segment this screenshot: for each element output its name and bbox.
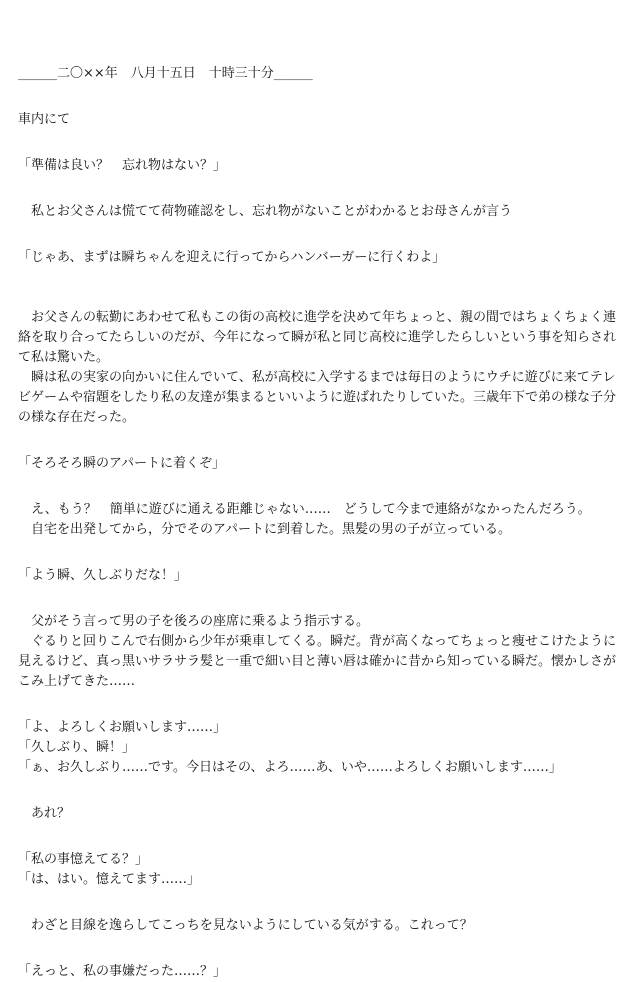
date-header: ______二〇××年 八月十五日 十時三十分______ — [18, 66, 313, 81]
paragraph: ぐるりと回りこんで右側から少年が乗車してくる。瞬だ。背が高くなってちょっと痩せこけたように見えるけど、真っ黒いサラサラ髪と一重で細い目と薄い唇は確かに昔から知っている瞬だ。懐かしさがこみ上げてきた…… — [18, 634, 617, 689]
dialogue-line: 「じゃあ、まずは瞬ちゃんを迎えに行ってからハンバーガーに行くわよ」 — [18, 250, 446, 265]
paragraph: お父さんの転勤にあわせて私もこの街の高校に進学を決めて年ちょっと、親の間ではちょくちょく連絡を取り合ってたらしいのだが、今年になって瞬が私と同じ高校に進学したらしいという事を知らされて私は驚いた。 — [18, 310, 617, 365]
narration-line: わざと目線を逸らしてこっちを見ないようにしている気がする。これって？ — [18, 918, 473, 933]
paragraph: え、もう？ 簡単に遊びに通える距離じゃない…… どうして今まで連絡がなかったんだろう。 — [18, 502, 591, 517]
paragraph: 瞬は私の実家の向かいに住んでいて、私が高校に入学するまでは毎日のようにウチに遊びに来てテレビゲームや宿題をしたり私の友達が集まるといいように遊ばれたりしていた。三歳年下で弟の様な子分の様な存在だった。 — [18, 370, 617, 425]
dialogue-line: 「久しぶり、瞬！」 — [18, 740, 136, 755]
dialogue-line: 「えっと、私の事嫌だった……？」 — [18, 964, 227, 979]
narration-line: 私とお父さんは慌てて荷物確認をし、忘れ物がないことがわかるとお母さんが言う — [18, 204, 513, 219]
paragraph: 父がそう言って男の子を後ろの座席に乗るよう指示する。 — [18, 614, 370, 629]
paragraph: 自宅を出発してから，分でそのアパートに到着した。黒髪の男の子が立っている。 — [18, 522, 511, 537]
location-line: 車内にて — [18, 112, 71, 127]
dialogue-line: 「準備は良い？ 忘れ物はない？」 — [18, 158, 227, 173]
dialogue-line: 「よう瞬、久しぶりだな！」 — [18, 568, 188, 583]
narration-line: あれ？ — [18, 806, 71, 821]
dialogue-line: 「ぁ、お久しぶり……です。今日はその、よろ……あ、いや……よろしくお願いします……」 — [18, 760, 562, 775]
document-body — [18, 64, 618, 982]
dialogue-line: 「私の事憶えてる？」 — [18, 852, 149, 867]
dialogue-line: 「は、はい。憶えてます……」 — [18, 872, 201, 887]
dialogue-line: 「そろそろ瞬のアパートに着くぞ」 — [18, 456, 225, 471]
dialogue-line: 「よ、よろしくお願いします……」 — [18, 720, 227, 735]
